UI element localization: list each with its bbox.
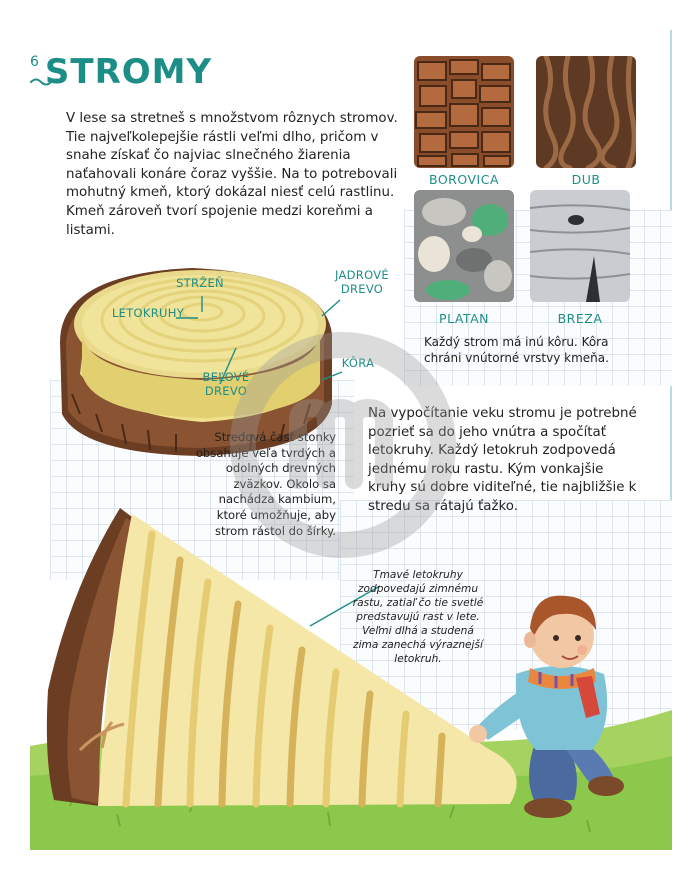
intro-paragraph: V lese sa stretneš s množstvom rôznych stromov. Tie najveľkolepejšie rástli veľmi dlho, pričom v snahe získať čo najviac slnečného žiarenia naťahovali konáre čoraz vyššie. Na to potrebovali mohutný kmeň, ktorý dokázal niesť celú rastlinu. Kmeň zároveň tvorí spojenie medzi koreňmi a listami. — [66, 111, 398, 238]
bark-birch-label: BREZA — [557, 311, 603, 326]
wave-icon — [30, 76, 66, 86]
page-title: STROMY — [44, 52, 213, 92]
bark-birch-image — [530, 190, 630, 302]
bark-oak-label: DUB — [571, 172, 601, 187]
stem-paragraph: Stredová časť stonky obsahuje veľa tvrdých a odolných drevných zväzkov. Okolo sa nachádza kambium, ktoré umožňuje, aby strom rástol do šírky. — [195, 430, 336, 538]
rings-note: Tmavé letokruhy zodpovedajú zimnému rastu, zatiaľ čo tie svetlé predstavujú rast v lete. Veľmi dlhá a studená zima zanechá výraznejší letokruh. — [352, 569, 484, 665]
bark-pine-label: BOROVICA — [428, 172, 499, 187]
chapter-heading — [30, 52, 212, 92]
bark-oak-image — [536, 56, 636, 168]
label-heartwood: JADROVÉ DREVO — [335, 268, 389, 296]
chapter-number: 6 — [30, 54, 39, 70]
label-bark: KÔRA — [341, 356, 375, 370]
bark-plane-label: PLATAN — [439, 311, 489, 326]
label-sapwood: BEĽOVÉ DREVO — [202, 370, 250, 398]
boy-illustration — [464, 578, 664, 828]
bark-plane-image — [414, 190, 514, 302]
label-growth-rings: LETOKRUHY — [111, 306, 185, 320]
tree-age-paragraph: Na vypočítanie veku stromu je potrebné pozrieť sa do jeho vnútra a spočítať letokruhy. Každý letokruh zodpovedá jednému roku rastu. Kým vonkajšie kruhy sú dobre viditeľné, tie najbližšie k stredu sa rátajú ťažko. — [368, 406, 637, 514]
watermark-logo — [228, 330, 458, 560]
bark-caption: Každý strom má inú kôru. Kôra chráni vnútorné vrstvy kmeňa. — [424, 335, 609, 365]
bark-pine-image — [414, 56, 514, 168]
label-pith: STRŽEŇ — [176, 276, 224, 290]
